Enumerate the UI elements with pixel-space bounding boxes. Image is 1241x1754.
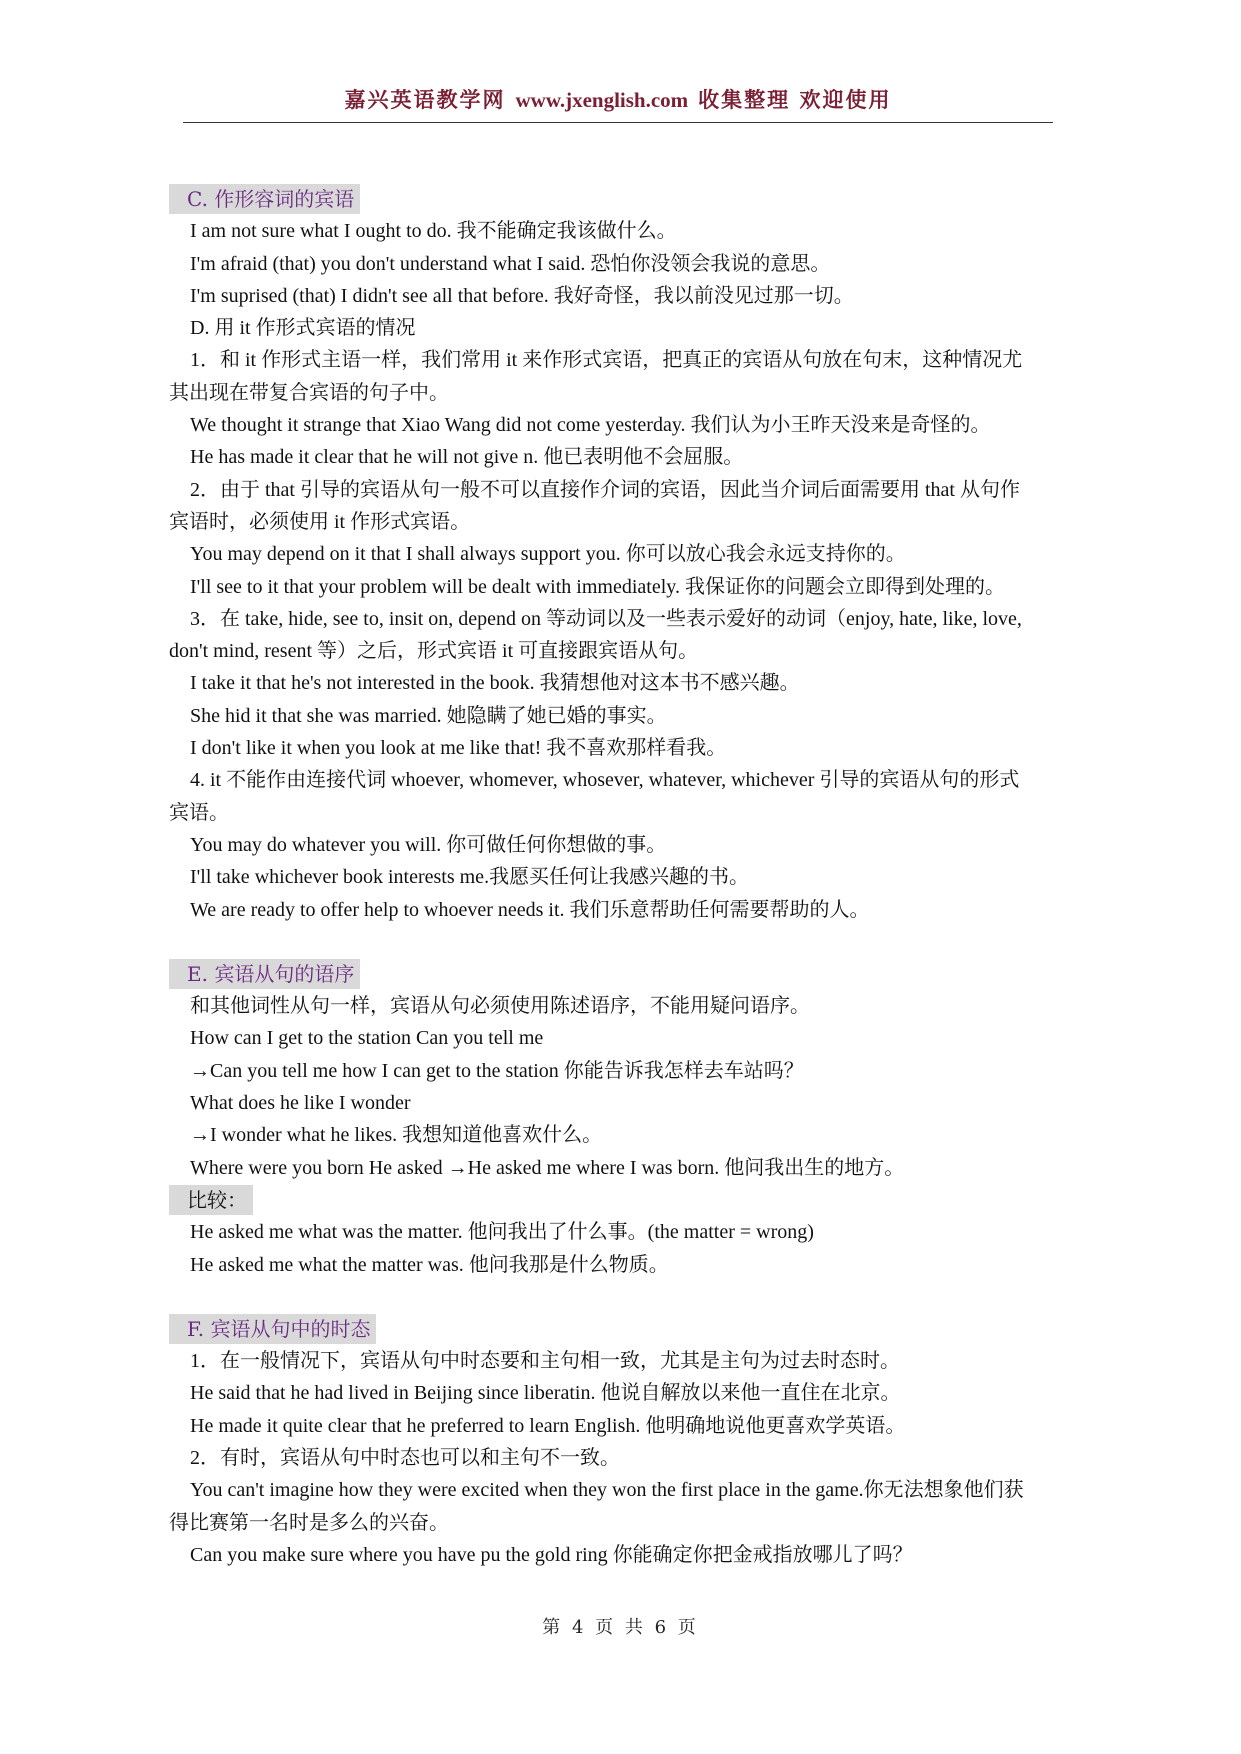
- example-sentence: I take it that he's not interested in the book. 我猜想他对这本书不感兴趣。: [190, 672, 800, 695]
- page-header: [183, 84, 1053, 114]
- example-sentence: →I wonder what he likes. 我想知道他喜欢什么。: [190, 1124, 603, 1147]
- example-sentence: You can't imagine how they were excited when they won the first place in the game.你无法想象他们获: [190, 1479, 1024, 1502]
- example-sentence: I don't like it when you look at me like that! 我不喜欢那样看我。: [190, 737, 727, 760]
- example-sentence: She hid it that she was married. 她隐瞒了她已婚的事实。: [190, 704, 667, 727]
- header-right-text: 收集整理 欢迎使用: [698, 87, 892, 112]
- paragraph: 和其他词性从句一样，宾语从句必须使用陈述语序，不能用疑问语序。: [190, 995, 810, 1018]
- section-d-heading: D. 用 it 作形式宾语的情况: [190, 317, 416, 340]
- example-sentence: How can I get to the station Can you tell me: [190, 1027, 544, 1050]
- section-c-heading: C. 作形容词的宾语: [169, 184, 360, 214]
- example-sentence: He asked me what the matter was. 他问我那是什么物质。: [190, 1253, 669, 1276]
- example-sentence: He has made it clear that he will not give n. 他已表明他不会屈服。: [190, 446, 744, 469]
- example-sentence: I'll see to it that your problem will be dealt with immediately. 我保证你的问题会立即得到处理的。: [190, 575, 1005, 598]
- example-sentence: You may depend on it that I shall always support you. 你可以放心我会永远支持你的。: [190, 543, 906, 566]
- document-body: [169, 183, 1104, 1571]
- paragraph: 4. it 不能作由连接代词 whoever, whomever, whosever, whatever, whichever 引导的宾语从句的形式: [190, 769, 1020, 792]
- paragraph: I'm afraid (that) you don't understand what I said. 恐怕你没领会我说的意思。: [190, 252, 831, 275]
- paragraph: 1．在一般情况下，宾语从句中时态要和主句相一致，尤其是主句为过去时态时。: [190, 1350, 900, 1373]
- paragraph: 其出现在带复合宾语的句子中。: [169, 381, 449, 404]
- paragraph: I'm suprised (that) I didn't see all that before. 我好奇怪，我以前没见过那一切。: [190, 284, 854, 307]
- page-number-footer: 第 4 页 共 6 页: [542, 1617, 699, 1638]
- example-sentence: →Can you tell me how I can get to the station 你能告诉我怎样去车站吗？: [190, 1059, 804, 1082]
- example-sentence: He asked me what was the matter. 他问我出了什么事。(the matter = wrong): [190, 1221, 814, 1244]
- example-sentence: He made it quite clear that he preferred to learn English. 他明确地说他更喜欢学英语。: [190, 1414, 906, 1437]
- section-e-heading: E. 宾语从句的语序: [169, 959, 360, 989]
- paragraph: I am not sure what I ought to do. 我不能确定我该做什么。: [190, 220, 677, 243]
- compare-label: 比较：: [169, 1185, 253, 1215]
- paragraph: 2．由于 that 引导的宾语从句一般不可以直接作介词的宾语，因此当介词后面需要用 that 从句作: [190, 478, 1020, 501]
- section-f-heading: F. 宾语从句中的时态: [169, 1314, 376, 1344]
- paragraph: 宾语。: [169, 801, 229, 824]
- example-sentence: I'll take whichever book interests me.我愿买任何让我感兴趣的书。: [190, 866, 750, 889]
- paragraph: 2．有时，宾语从句中时态也可以和主句不一致。: [190, 1446, 620, 1469]
- paragraph: 3．在 take, hide, see to, insit on, depend on 等动词以及一些表示爱好的动词（enjoy, hate, like, love,: [190, 607, 1022, 630]
- paragraph: 1．和 it 作形式主语一样，我们常用 it 来作形式宾语，把真正的宾语从句放在句末，这种情况尤: [190, 349, 1023, 372]
- header-left-text: 嘉兴英语教学网: [344, 87, 506, 112]
- example-sentence: We thought it strange that Xiao Wang did not come yesterday. 我们认为小王昨天没来是奇怪的。: [190, 414, 991, 437]
- header-site-url: www.jxenglish.com: [515, 88, 689, 112]
- example-sentence: We are ready to offer help to whoever needs it. 我们乐意帮助任何需要帮助的人。: [190, 898, 870, 921]
- example-sentence: Can you make sure where you have pu the gold ring 你能确定你把金戒指放哪儿了吗？: [190, 1543, 913, 1566]
- example-sentence: He said that he had lived in Beijing since liberatin. 他说自解放以来他一直住在北京。: [190, 1382, 901, 1405]
- paragraph: 宾语时，必须使用 it 作形式宾语。: [169, 510, 471, 533]
- example-sentence: Where were you born He asked →He asked me where I was born. 他问我出生的地方。: [190, 1156, 905, 1179]
- example-sentence: What does he like I wonder: [190, 1092, 411, 1115]
- header-rule: [183, 122, 1053, 123]
- example-sentence: You may do whatever you will. 你可做任何你想做的事。: [190, 833, 667, 856]
- example-sentence: 得比赛第一名时是多么的兴奋。: [169, 1511, 449, 1534]
- paragraph: don't mind, resent 等）之后，形式宾语 it 可直接跟宾语从句。: [169, 640, 699, 663]
